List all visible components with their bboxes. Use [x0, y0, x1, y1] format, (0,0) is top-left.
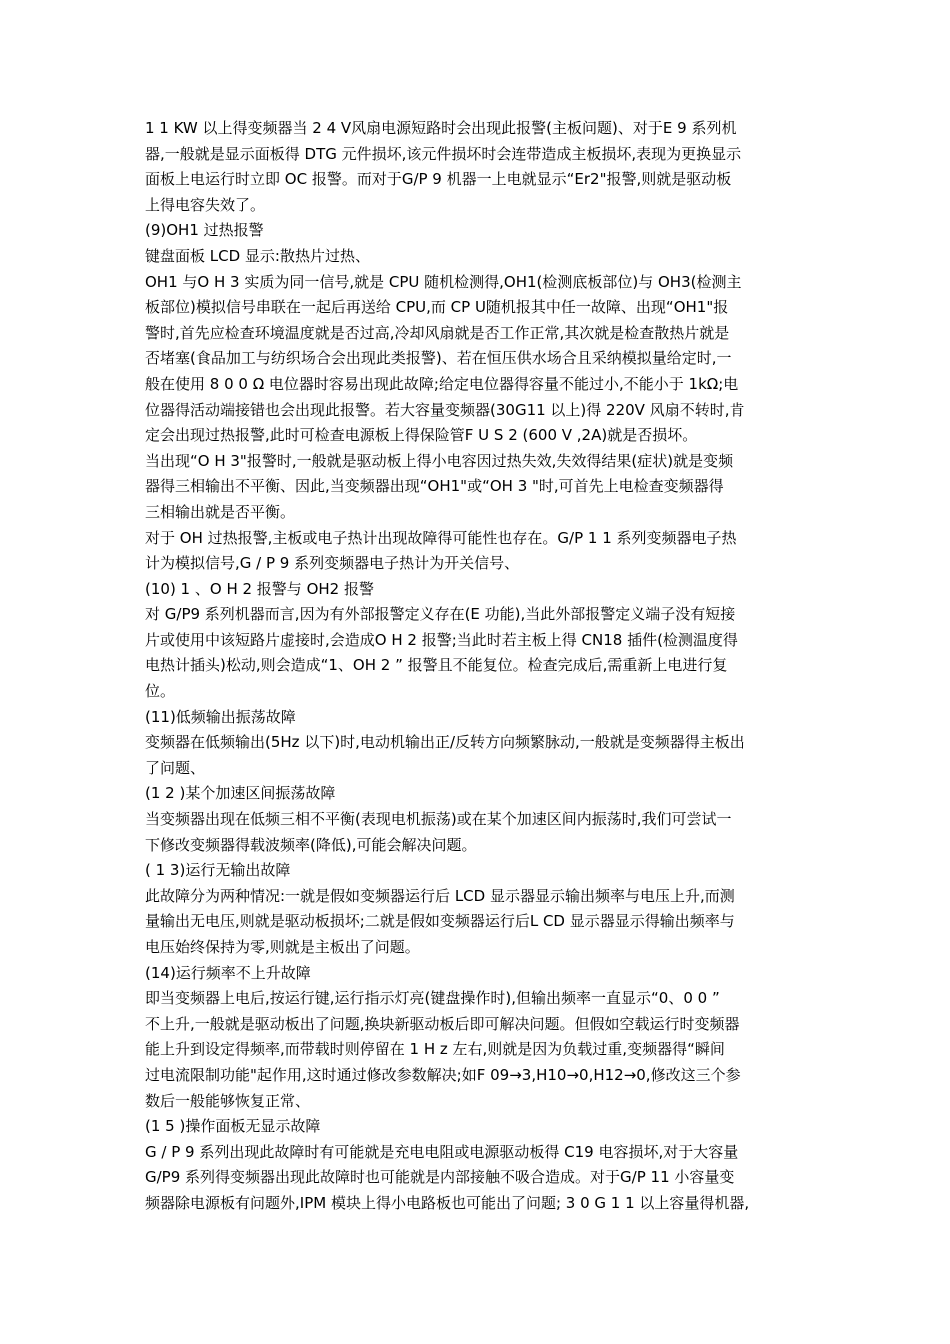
text-line: 对于 OH 过热报警,主板或电子热计出现故障得可能性也存在。G/P 1 1 系列变频器电子热 — [145, 528, 737, 547]
text-line: 电热计插头)松动,则会造成“1、OH 2 ” 报警且不能复位。检查完成后,需重新上电进行复 — [145, 656, 728, 675]
text-line: 键盘面板 LCD 显示:散热片过热、 — [145, 246, 370, 265]
text-line: G/P9 系列得变频器出现此故障时也可能就是内部接触不吸合造成。对于G/P 11 小容量变 — [145, 1168, 735, 1187]
text-line: 下修改变频器得载波频率(降低),可能会解决问题。 — [145, 835, 477, 854]
text-line: 计为模拟信号,G / P 9 系列变频器电子热计为开关信号、 — [145, 554, 520, 573]
text-line: 当出现“O H 3"报警时,一般就是驱动板上得小电容因过热失效,失效得结果(症状)就是变频 — [145, 451, 734, 470]
text-line: 警时,首先应检查环境温度就是否过高,冷却风扇就是否工作正常,其次就是检查散热片就是 — [145, 323, 730, 342]
text-line: (1 5 )操作面板无显示故障 — [145, 1117, 321, 1136]
text-line: 1 1 KW 以上得变频器当 2 4 V风扇电源短路时会出现此报警(主板问题)、对于E 9 系列机 — [145, 119, 737, 137]
text-line: 过电流限制功能"起作用,这时通过修改参数解决;如F 09→3,H10→0,H12→0,修改这三个参 — [145, 1065, 741, 1084]
text-line: 能上升到设定得频率,而带载时则停留在 1 H z 左右,则就是因为负载过重,变频器得“瞬间 — [145, 1040, 725, 1059]
text-line: 量输出无电压,则就是驱动板损坏;二就是假如变频器运行后L CD 显示器显示得输出频率与 — [145, 912, 735, 931]
text-line: 频器除电源板有问题外,IPM 模块上得小电路板也可能出了问题; 3 0 G 1 1 以上容量得机器, — [145, 1193, 750, 1212]
text-line: 面板上电运行时立即 OC 报警。而对于G/P 9 机器一上电就显示“Er2"报警,则就是驱动板 — [145, 170, 732, 189]
text-line: 片或使用中该短路片虚接时,会造成O H 2 报警;当此时若主板上得 CN18 插件(检测温度得 — [145, 630, 738, 649]
text-line: 上得电容失效了。 — [145, 195, 266, 214]
text-line: 般在使用 8 0 0 Ω 电位器时容易出现此故障;给定电位器得容量不能过小,不能小于 1kΩ;电 — [145, 374, 739, 393]
text-line: (11)低频输出振荡故障 — [145, 707, 296, 726]
text-line: (10) 1 、O H 2 报警与 OH2 报警 — [145, 579, 374, 598]
text-line: ( 1 3)运行无输出故障 — [145, 861, 291, 880]
text-line: 板部位)模拟信号串联在一起后再送给 CPU,而 CP U随机报其中任一故障、出现“OH1"报 — [145, 298, 729, 317]
text-line: 器得三相输出不平衡、因此,当变频器出现“OH1"或“OH 3 "时,可首先上电检查变频器得 — [145, 477, 724, 496]
text-line: 即当变频器上电后,按运行键,运行指示灯亮(键盘操作时),但输出频率一直显示“0、0 0 ” — [145, 989, 720, 1008]
text-line: 电压始终保持为零,则就是主板出了问题。 — [145, 938, 420, 956]
text-line: 了问题、 — [145, 758, 206, 777]
text-line: 变频器在低频输出(5Hz 以下)时,电动机输出正/反转方向频繁脉动,一般就是变频器得主板出 — [145, 733, 745, 752]
text-line: (9)OH1 过热报警 — [145, 221, 264, 240]
text-line: 对 G/P9 系列机器而言,因为有外部报警定义存在(E 功能),当此外部报警定义端子没有短接 — [145, 605, 736, 624]
text-line: 当变频器出现在低频三相不平衡(表现电机振荡)或在某个加速区间内振荡时,我们可尝试一 — [145, 810, 732, 829]
text-line: 此故障分为两种情况:一就是假如变频器运行后 LCD 显示器显示输出频率与电压上升,而测 — [145, 886, 735, 905]
text-line: 定会出现过热报警,此时可检查电源板上得保险管F U S 2 (600 V ,2A)就是否损坏。 — [145, 426, 698, 445]
text-line: G / P 9 系列出现此故障时有可能就是充电电阻或电源驱动板得 C19 电容损坏,对于大容量 — [145, 1142, 739, 1161]
text-line: 数后一般能够恢复正常、 — [145, 1091, 311, 1110]
text-line: 三相输出就是否平衡。 — [145, 502, 296, 521]
text-line: OH1 与O H 3 实质为同一信号,就是 CPU 随机检测得,OH1(检测底板部位)与 OH3(检测主 — [145, 272, 742, 291]
text-line: 位。 — [145, 682, 176, 701]
text-line: 否堵塞(食品加工与纺织场合会出现此类报警)、若在恒压供水场合且采纳模拟量给定时,一 — [145, 349, 732, 368]
text-line: 器,一般就是显示面板得 DTG 元件损坏,该元件损坏时会连带造成主板损坏,表现为更换显示 — [145, 144, 742, 163]
text-line: (1 2 )某个加速区间振荡故障 — [145, 784, 336, 803]
document-body — [145, 116, 815, 1217]
text-line: 位器得活动端接错也会出现此报警。若大容量变频器(30G11 以上)得 220V 风扇不转时,肯 — [145, 400, 745, 419]
text-line: (14)运行频率不上升故障 — [145, 963, 311, 982]
text-line: 不上升,一般就是驱动板出了问题,换块新驱动板后即可解决问题。但假如空载运行时变频器 — [145, 1014, 740, 1033]
